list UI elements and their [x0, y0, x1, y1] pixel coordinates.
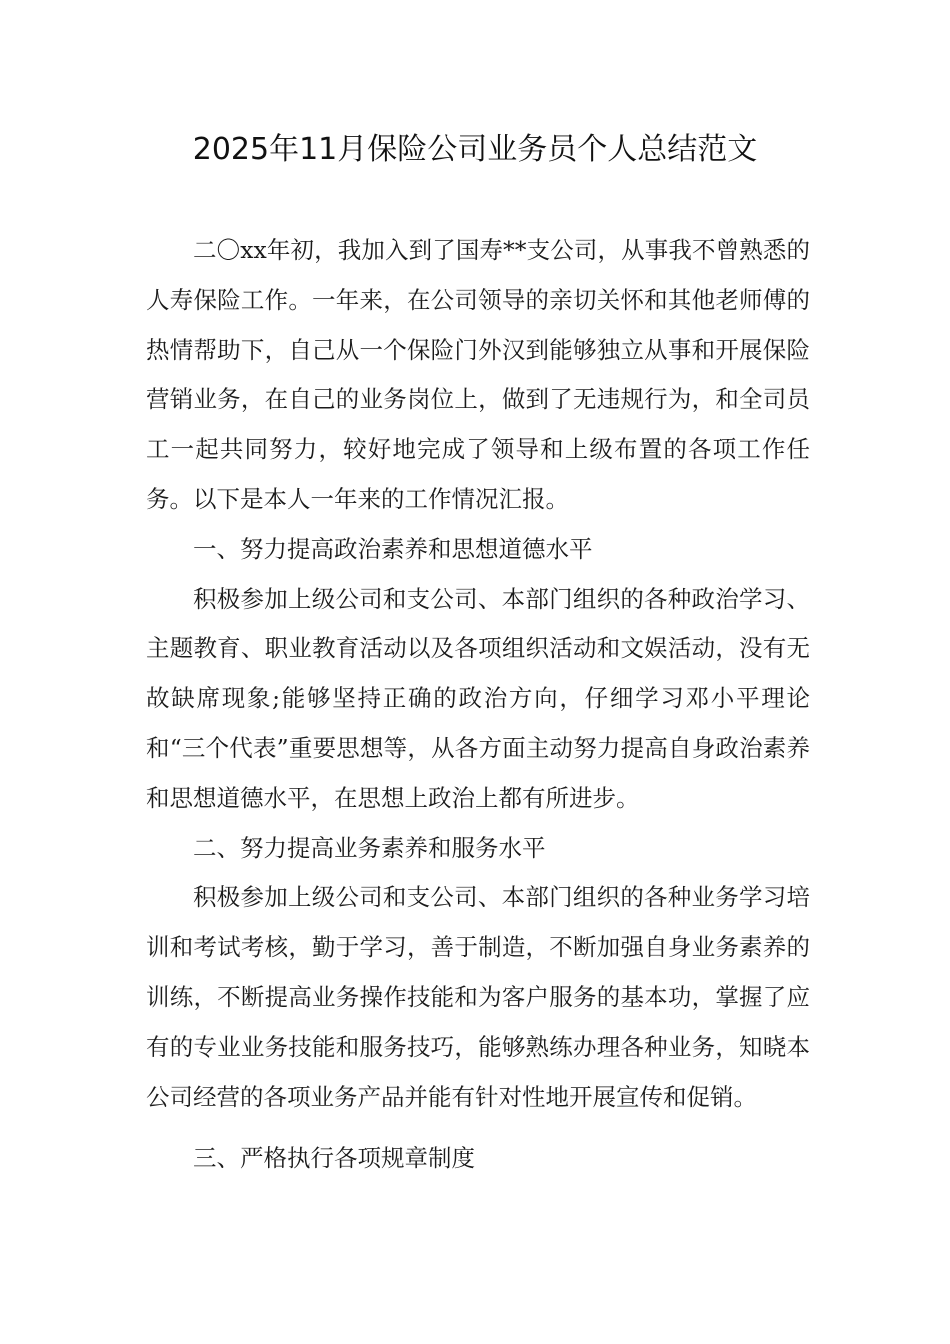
paragraph-intro: 二〇xx年初，我加入到了国寿**支公司，从事我不曾熟悉的人寿保险工作。一年来，在公司领导的亲切关怀和其他老师傅的热情帮助下，自己从一个保险门外汉到能够独立从事和开展保险营销业务，在自己的业务岗位上，做到了无违规行为，和全司员工一起共同努力，较好地完成了领导和上级布置的各项工作任务。以下是本人一年来的工作情况汇报。	[146, 236, 810, 513]
section-heading-1: 一、努力提高政治素养和思想道德水平	[193, 534, 593, 563]
paragraph-section-2: 积极参加上级公司和支公司、本部门组织的各种业务学习培训和考试考核，勤于学习，善于制造，不断加强自身业务素养的训练，不断提高业务操作技能和为客户服务的基本功，掌握了应有的专业业务技能和服务技巧，能够熟练办理各种业务，知晓本公司经营的各项业务产品并能有针对性地开展宣传和促销。	[146, 883, 810, 1111]
section-heading-2: 二、努力提高业务素养和服务水平	[193, 833, 546, 862]
document-body	[146, 226, 810, 1184]
section-heading-3: 三、严格执行各项规章制度	[193, 1144, 475, 1173]
paragraph-section-1: 积极参加上级公司和支公司、本部门组织的各种政治学习、主题教育、职业教育活动以及各项组织活动和文娱活动，没有无故缺席现象;能够坚持正确的政治方向，仔细学习邓小平理论和“三个代表”重要思想等，从各方面主动努力提高自身政治素养和思想道德水平，在思想上政治上都有所进步。	[146, 584, 810, 812]
document-title: 2025年11月保险公司业务员个人总结范文	[192, 132, 758, 167]
